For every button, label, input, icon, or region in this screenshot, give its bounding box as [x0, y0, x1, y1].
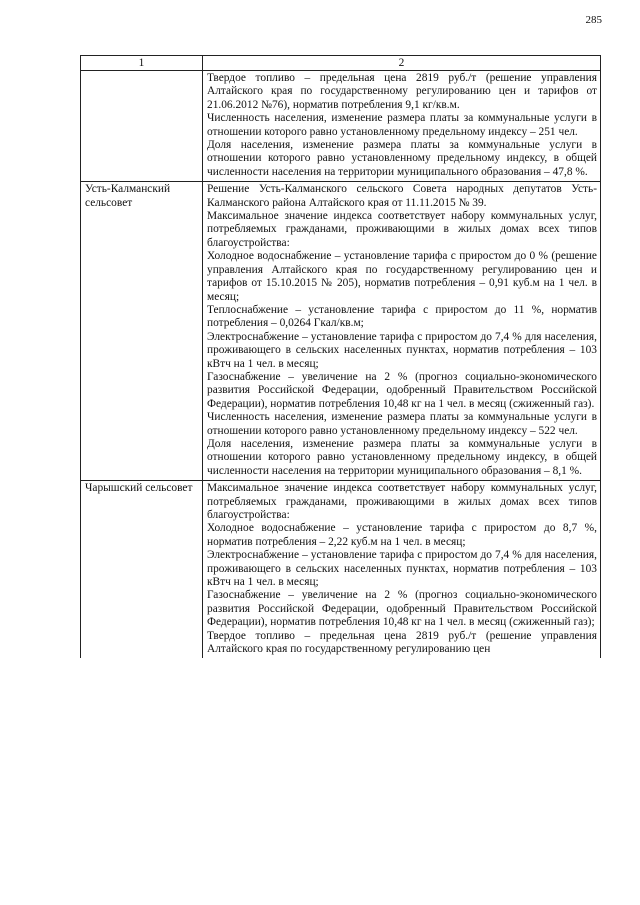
row-content — [203, 182, 601, 481]
table-row — [81, 71, 601, 182]
paragraph: Твердое топливо – предельная цена 2819 руб./т (решение управления Алтайского края по государственному регулированию цен — [207, 629, 597, 656]
paragraph: Доля населения, изменение размера платы за коммунальные услуги в отношении которого равно установленному предельному индексу, в общей численности населения на территории муниципального образования – 8,1 %. — [207, 437, 597, 477]
table-row — [81, 182, 601, 481]
row-content — [203, 481, 601, 659]
paragraph: Численность населения, изменение размера платы за коммунальные услуги в отношении которого равно установленному предельному индексу – 251 чел. — [207, 112, 597, 138]
paragraph: Доля населения, изменение размера платы за коммунальные услуги в отношении которого равно установленному предельному индексу, в общей численности населения на территории муниципального образования – 47,8 %. — [207, 139, 597, 178]
row-label — [81, 71, 203, 182]
page-number: 285 — [585, 14, 602, 26]
paragraph: Электроснабжение – установление тарифа с приростом до 7,4 % для населения, проживающего в сельских населенных пунктах, норматив потребления – 103 кВтч на 1 чел. в месяц; — [207, 549, 597, 589]
paragraph: Холодное водоснабжение – установление тарифа с приростом до 8,7 %, норматив потребления – 2,22 куб.м на 1 чел. в месяц; — [207, 522, 597, 548]
paragraph: Максимальное значение индекса соответствует набору коммунальных услуг, потребляемых гражданами, проживающими в жилых домах всех типов благоустройства: — [207, 210, 597, 249]
column-header-2: 2 — [203, 56, 601, 71]
paragraph: Электроснабжение – установление тарифа с приростом до 7,4 % для населения, проживающего в сельских населенных пунктах, норматив потребления – 103 кВтч на 1 чел. в месяц; — [207, 330, 597, 370]
paragraph: Газоснабжение – увеличение на 2 % (прогноз социально-экономического развития Российской Федерации, одобренный Правительством Российской Федерации), норматив потребления 10,48 кг на 1 чел. в месяц (сжиженный газ); — [207, 589, 597, 629]
paragraph: Решение Усть-Калманского сельского Совета народных депутатов Усть-Калманского района Алтайского края от 11.11.2015 № 39. — [207, 183, 597, 209]
paragraph: Холодное водоснабжение – установление тарифа с приростом до 0 % (решение управления Алтайского края по государственному регулированию цен и тарифов от 15.10.2015 № 205), норматив потребления – 0,91 куб.м на 1 чел. в месяц; — [207, 250, 597, 303]
table-header-row — [81, 56, 601, 71]
paragraph: Твердое топливо – предельная цена 2819 руб./т (решение управления Алтайского края по государственному регулированию цен и тарифов от 21.06.2012 №76), норматив потребления 9,1 кг/кв.м. — [207, 72, 597, 111]
row-label: Усть-Калманский сельсовет — [81, 182, 203, 481]
row-content — [203, 71, 601, 182]
paragraph: Численность населения, изменение размера платы за коммунальные услуги в отношении которого равно установленному предельному индексу – 522 чел. — [207, 411, 597, 437]
row-label: Чарышский сельсовет — [81, 481, 203, 659]
paragraph: Максимальное значение индекса соответствует набору коммунальных услуг, потребляемых гражданами, проживающими в жилых домах всех типов благоустройства: — [207, 482, 597, 521]
column-header-1: 1 — [81, 56, 203, 71]
paragraph: Теплоснабжение – установление тарифа с приростом до 11 %, норматив потребления – 0,0264 Гкал/кв.м; — [207, 303, 597, 330]
document-table — [80, 55, 601, 658]
paragraph: Газоснабжение – увеличение на 2 % (прогноз социально-экономического развития Российской Федерации, одобренный Правительством Российской Федерации), норматив потребления 10,48 кг на 1 чел. в месяц (сжиженный газ). — [207, 370, 597, 410]
table-row — [81, 481, 601, 659]
